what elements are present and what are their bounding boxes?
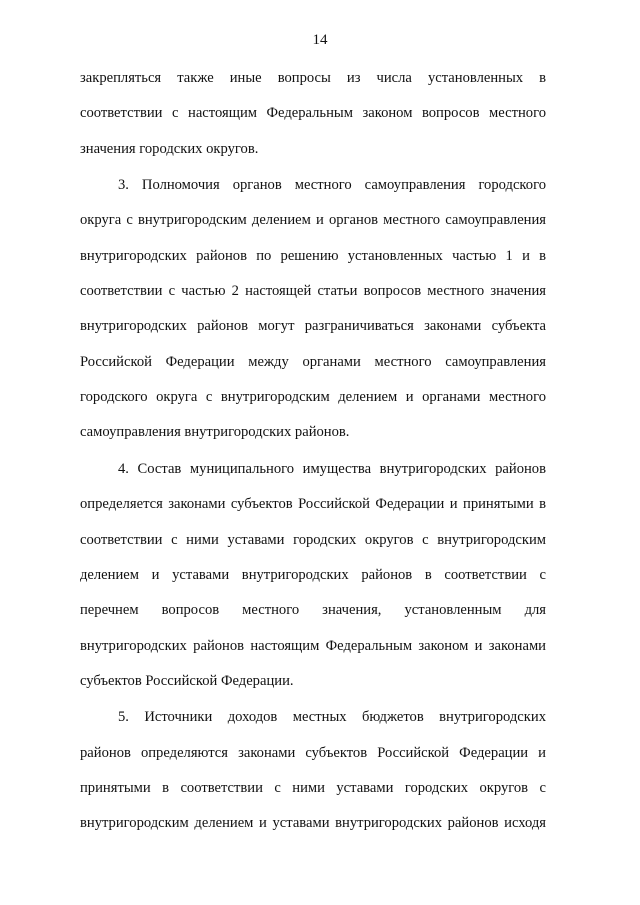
text-line: самоуправления внутригородских районов. xyxy=(80,424,350,440)
text-line: районов определяются законами субъектов Российской Федерации и xyxy=(80,745,546,761)
text-line: значения городских округов. xyxy=(80,141,259,157)
text-line: определяется законами субъектов Российской Федерации и принятыми в xyxy=(80,496,546,512)
text-line: внутригородским делением и уставами внутригородских районов исходя xyxy=(80,815,546,831)
text-line: принятыми в соответствии с ними уставами городских округов с xyxy=(80,780,546,796)
text-line: соответствии с настоящим Федеральным законом вопросов местного xyxy=(80,105,546,121)
text-line: внутригородских районов могут разграничиваться законами субъекта xyxy=(80,318,546,334)
text-line: делением и уставами внутригородских районов в соответствии с xyxy=(80,567,546,583)
text-line: внутригородских районов настоящим Федеральным законом и законами xyxy=(80,638,546,654)
text-line: соответствии с частью 2 настоящей статьи вопросов местного значения xyxy=(80,283,546,299)
text-line: внутригородских районов по решению установленных частью 1 и в xyxy=(80,248,546,264)
paragraph-3-first-line: 3. Полномочия органов местного самоуправления городского xyxy=(118,177,546,193)
page-number: 14 xyxy=(312,32,328,48)
text-line: Российской Федерации между органами местного самоуправления xyxy=(80,354,546,370)
text-line: перечнем вопросов местного значения, установленным для xyxy=(80,602,546,618)
text-line: субъектов Российской Федерации. xyxy=(80,673,294,689)
text-line: закрепляться также иные вопросы из числа установленных в xyxy=(80,70,546,86)
text-line: городского округа с внутригородским делением и органами местного xyxy=(80,389,546,405)
paragraph-4-first-line: 4. Состав муниципального имущества внутригородских районов xyxy=(118,461,546,477)
text-line: округа с внутригородским делением и органов местного самоуправления xyxy=(80,212,546,228)
paragraph-5-first-line: 5. Источники доходов местных бюджетов внутригородских xyxy=(118,709,546,725)
text-line: соответствии с ними уставами городских округов с внутригородским xyxy=(80,532,546,548)
